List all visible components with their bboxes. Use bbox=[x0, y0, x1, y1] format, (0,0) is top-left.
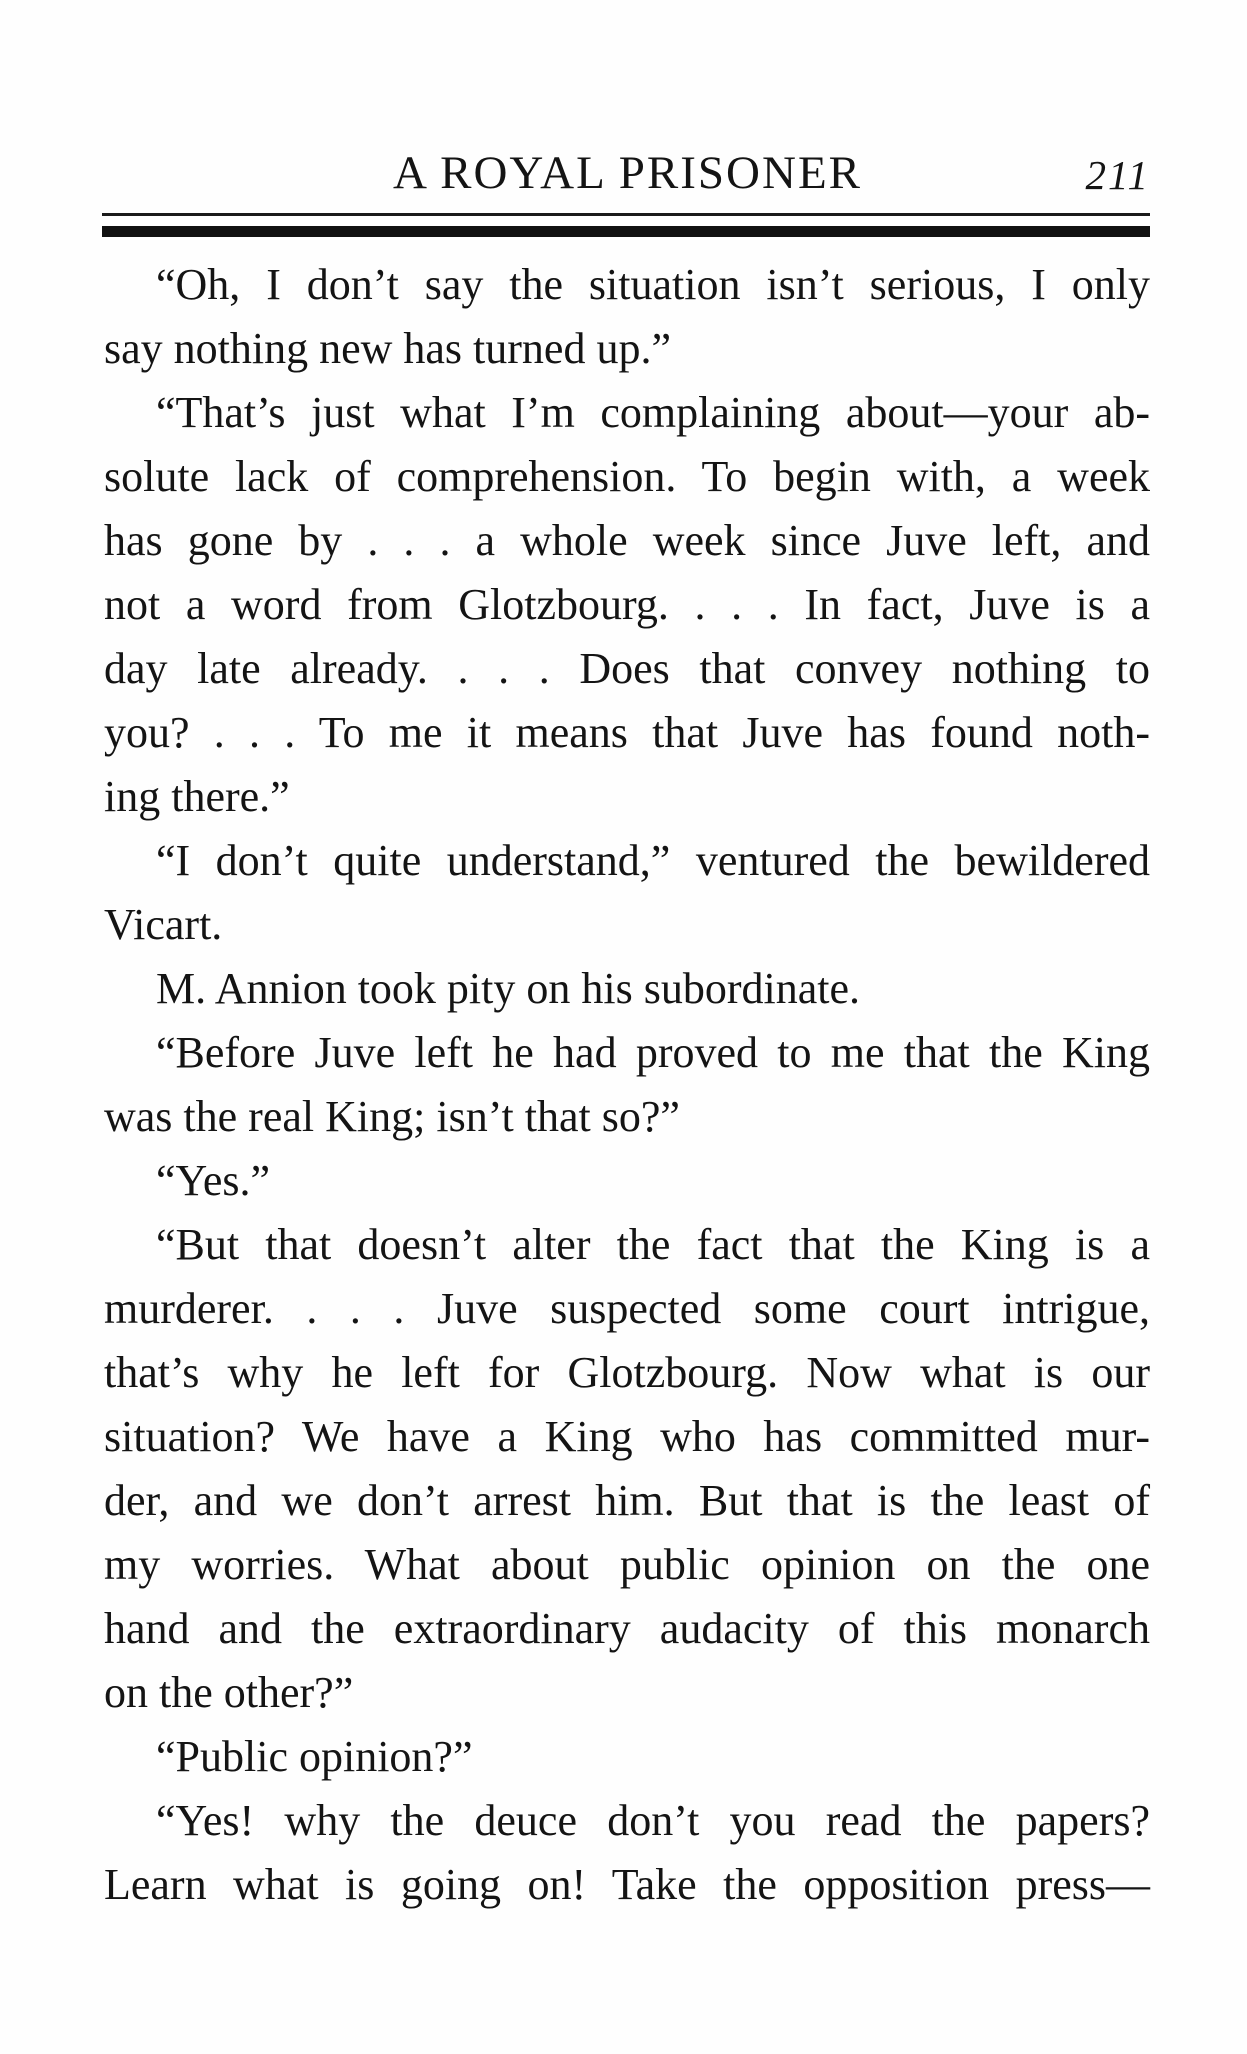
text-line: “I don’t quite understand,” ventured the bewildered bbox=[156, 836, 1150, 885]
text-line: hand and the extraordinary audacity of this monarch bbox=[104, 1604, 1150, 1653]
text-line: murderer. . . . Juve suspected some court intrigue, bbox=[104, 1284, 1150, 1333]
text-line: say nothing new has turned up.” bbox=[104, 324, 671, 373]
page-number: 211 bbox=[1085, 152, 1150, 198]
text-line: Vicart. bbox=[104, 900, 223, 949]
text-line: not a word from Glotzbourg. . . . In fact, Juve is a bbox=[104, 580, 1150, 629]
text-line: solute lack of comprehension. To begin with, a week bbox=[104, 452, 1150, 501]
text-line: ing there.” bbox=[104, 772, 290, 821]
text-line: was the real King; isn’t that so?” bbox=[104, 1092, 680, 1141]
running-title: A ROYAL PRISONER bbox=[393, 147, 862, 199]
text-line: you? . . . To me it means that Juve has found noth- bbox=[104, 708, 1150, 757]
text-line: “Before Juve left he had proved to me that the King bbox=[156, 1028, 1150, 1077]
text-line: “Public opinion?” bbox=[156, 1732, 473, 1781]
text-line: “That’s just what I’m complaining about—your ab- bbox=[156, 388, 1150, 437]
text-line: that’s why he left for Glotzbourg. Now what is our bbox=[104, 1348, 1150, 1397]
text-line: my worries. What about public opinion on the one bbox=[104, 1540, 1150, 1589]
body-text bbox=[104, 253, 1150, 1917]
text-line: day late already. . . . Does that convey nothing to bbox=[104, 644, 1150, 693]
running-head bbox=[105, 140, 1150, 206]
header-rule-thin bbox=[102, 213, 1150, 216]
text-line: “Yes! why the deuce don’t you read the papers? bbox=[156, 1796, 1150, 1845]
text-line: “Oh, I don’t say the situation isn’t serious, I only bbox=[156, 260, 1150, 309]
text-line: “But that doesn’t alter the fact that the King is a bbox=[156, 1220, 1150, 1269]
text-line: on the other?” bbox=[104, 1668, 354, 1717]
text-line: der, and we don’t arrest him. But that is the least of bbox=[104, 1476, 1150, 1525]
text-line: M. Annion took pity on his subordinate. bbox=[156, 964, 860, 1013]
text-line: “Yes.” bbox=[156, 1156, 271, 1205]
text-line: Learn what is going on! Take the opposition press— bbox=[104, 1860, 1150, 1909]
text-line: has gone by . . . a whole week since Juve left, and bbox=[104, 516, 1150, 565]
text-line: situation? We have a King who has committed mur- bbox=[104, 1412, 1150, 1461]
header-rule-thick bbox=[102, 226, 1150, 237]
